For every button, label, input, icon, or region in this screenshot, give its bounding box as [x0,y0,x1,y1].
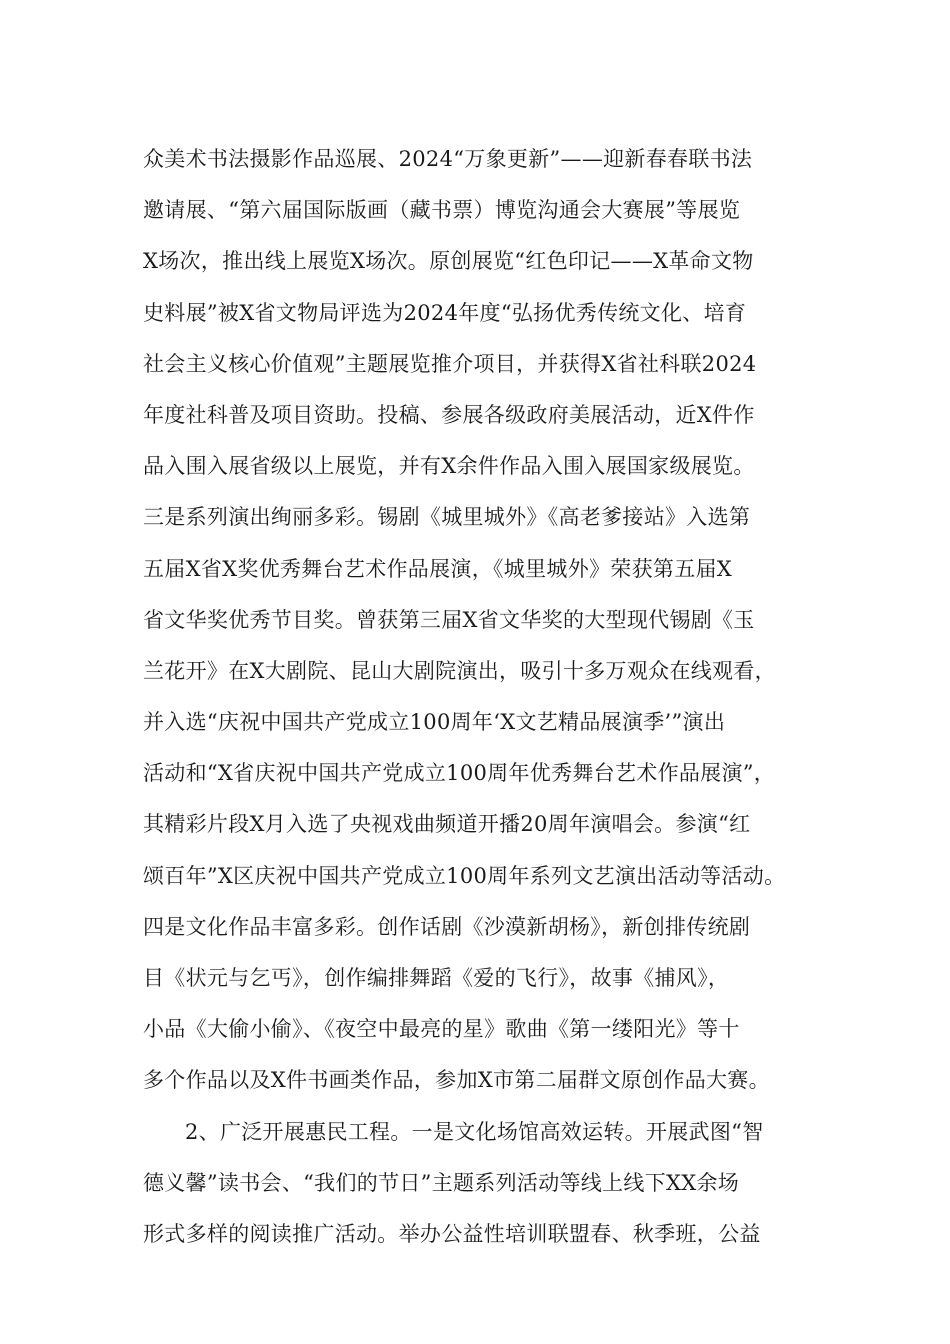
text-line: 兰花开》在X大剧院、昆山大剧院演出，吸引十多万观众在线观看， [143,658,776,683]
text-line: 邀请展、“第六届国际版画（藏书票）博览沟通会大赛展”等展览 [143,198,741,223]
text-line: 并入选“庆祝中国共产党成立100周年‘X文艺精品展演季’”演出 [143,710,726,735]
text-line: 四是文化作品丰富多彩。创作话剧《沙漠新胡杨》，新创排传统剧 [143,914,751,939]
text-line: 品入围入展省级以上展览，并有X余件作品入围入展国家级展览。 [143,454,755,479]
text-line: 颂百年”X区庆祝中国共产党成立100周年系列文艺演出活动等活动。 [143,863,786,888]
text-line: 社会主义核心价值观”主题展览推介项目，并获得X省社科联2024 [143,351,757,376]
text-line: 活动和“X省庆祝中国共产党成立100周年优秀舞台艺术作品展演”， [143,761,776,786]
text-line: 省文华奖优秀节目奖。曾获第三届X省文华奖的大型现代锡剧《玉 [143,607,755,632]
text-line: 年度社科普及项目资助。投稿、参展各级政府美展活动，近X件作 [143,402,755,427]
paragraph-start-line: 2、广泛开展惠民工程。一是文化场馆高效运转。开展武图“智 [185,1119,764,1144]
body-text [143,134,823,1260]
text-line: 多个作品以及X件书画类作品，参加X市第二届群文原创作品大赛。 [143,1068,770,1093]
text-line: X场次，推出线上展览X场次。原创展览“红色印记——X革命文物 [143,249,754,274]
text-line: 目《状元与乞丐》，创作编排舞蹈《爱的飞行》，故事《捕风》， [143,966,730,990]
text-line: 小品《大偷小偷》、《夜空中最亮的星》歌曲《第一缕阳光》等十 [143,1017,740,1042]
text-line: 三是系列演出绚丽多彩。锡剧《城里城外》《高老爹接站》入选第 [143,505,751,530]
text-line: 形式多样的阅读推广活动。举办公益性培训联盟春、秋季班，公益 [143,1221,761,1246]
text-line: 德义馨”读书会、“我们的节日”主题系列活动等线上线下XX余场 [143,1170,740,1195]
text-line: 史料展”被X省文物局评选为2024年度“弘扬优秀传统文化、培育 [143,300,747,325]
text-line: 众美术书法摄影作品巡展、2024“万象更新”——迎新春春联书法 [143,147,753,171]
text-line: 其精彩片段X月入选了央视戏曲频道开播20周年演唱会。参演“红 [143,812,751,837]
text-line: 五届X省X奖优秀舞台艺术作品展演，《城里城外》荣获第五届X [143,556,733,581]
